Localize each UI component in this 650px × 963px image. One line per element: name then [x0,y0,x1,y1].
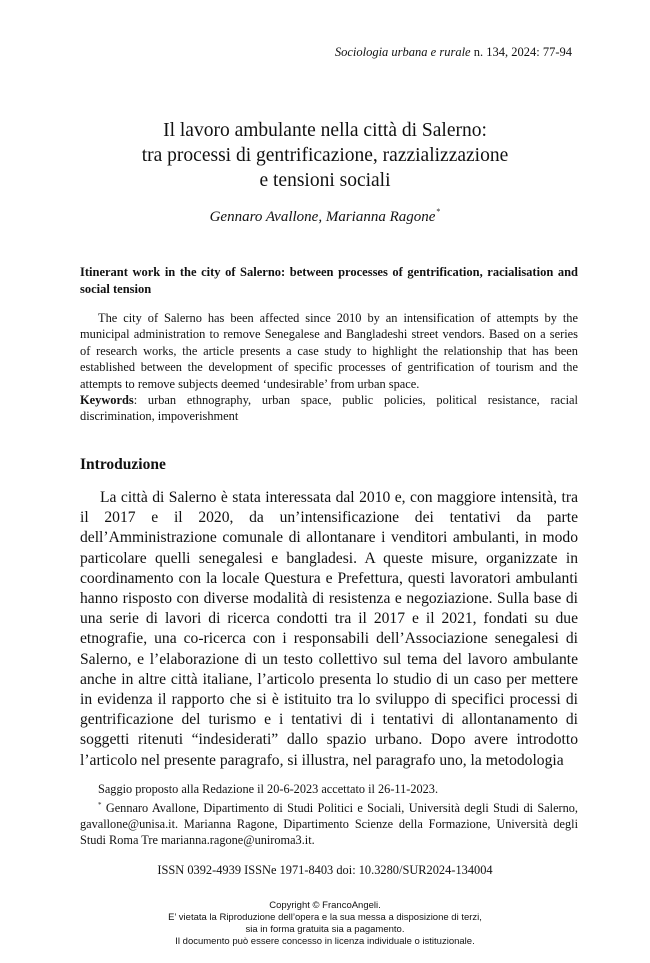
english-title: Itinerant work in the city of Salerno: between processes of gentrification, racialisation and social tension [80,265,578,296]
running-header [80,45,572,60]
affiliation-mark: * [98,801,102,809]
title-line-1: Il lavoro ambulante nella città di Salerno: [163,120,487,141]
keywords-text: : urban ethnography, urban space, public policies, political resistance, racial discrimination, impoverishment [80,393,578,424]
body-paragraph: La città di Salerno è stata interessata dal 2010 e, con maggiore intensità, tra il 2017 e il 2020, da un’intensificazione dei tentativi da parte dell’Amministrazione comunale di allontanare i venditori ambulanti, in modo particolare quelli senegalesi e bangladesi. A queste misure, organizzate in coordinamento con la locale Questura e Prefettura, questi lavoratori ambulanti hanno risposto con diverse modalità di resistenza e negoziazione. Sulla base di una serie di lavori di ricerca condotti tra il 2017 e il 2021, fondati su due etnografie, una co-ricerca con i responsabili dell’Associazione senegalesi di Salerno, e l’elaborazione di un testo collettivo sul tema del lavoro ambulante anche in altre città italiane, l’articolo presenta lo studio di un caso per mettere in evidenza il rapporto che si è istituito tra lo sviluppo di specifici processi di gentrificazione del turismo e i tentativi di i tentativi di allontanamento di soggetti ritenuti “indesiderati” dallo spazio urbano. Dopo avere introdotto l’articolo nel presente paragrafo, si illustra, nel paragrafo uno, la metodologia [80,489,578,769]
title-line-3: e tensioni sociali [259,170,391,191]
keywords [80,392,578,425]
author-line [60,207,590,226]
author-names: Gennaro Avallone, Marianna Ragone [209,209,436,225]
copyright-line-3: sia in forma gratuita sia a pagamento. [245,924,405,935]
author-affiliations [80,797,578,848]
issn-doi-line: ISSN 0392-4939 ISSNe 1971-8403 doi: 10.3280/SUR2024-134004 [157,863,493,877]
issue-info: n. 134, 2024: 77-94 [473,45,572,59]
copyright-line-1: Copyright © FrancoAngeli. [269,900,381,911]
journal-name: Sociologia urbana e rurale [334,45,471,59]
section-heading: Introduzione [80,456,166,473]
copyright-line-2: E’ vietata la Riproduzione dell’opera e la sua messa a disposizione di terzi, [168,912,482,923]
article-title [60,118,590,193]
abstract: The city of Salerno has been affected since 2010 by an intensification of attempts by the municipal administration to remove Senegalese and Bangladeshi street vendors. Based on a series of research works, the article presents a case study to highlight the relationship that has been established between the development of specific processes of gentrification of tourism and the attempts to remove subjects deemed ‘undesirable’ from urban space. [80,311,578,391]
title-line-2: tra processi di gentrificazione, razzializzazione [141,145,509,166]
copyright-line-4: Il documento può essere concesso in licenza individuale o istituzionale. [175,936,475,947]
copyright-notice [60,900,590,948]
author-footnote-mark: * [436,207,441,216]
footnotes [80,781,578,848]
submission-note: Saggio proposto alla Redazione il 20-6-2023 accettato il 26-11-2023. [98,782,439,796]
keywords-label: Keywords [80,393,134,407]
affiliations-text: Gennaro Avallone, Dipartimento di Studi Politici e Sociali, Università degli Studi di Salerno, gavallone@unisa.it. Marianna Ragone, Dipartimento Scienze della Formazione, Università degli Studi Roma Tre marianna.ragone@uniroma3.it. [80,801,578,847]
